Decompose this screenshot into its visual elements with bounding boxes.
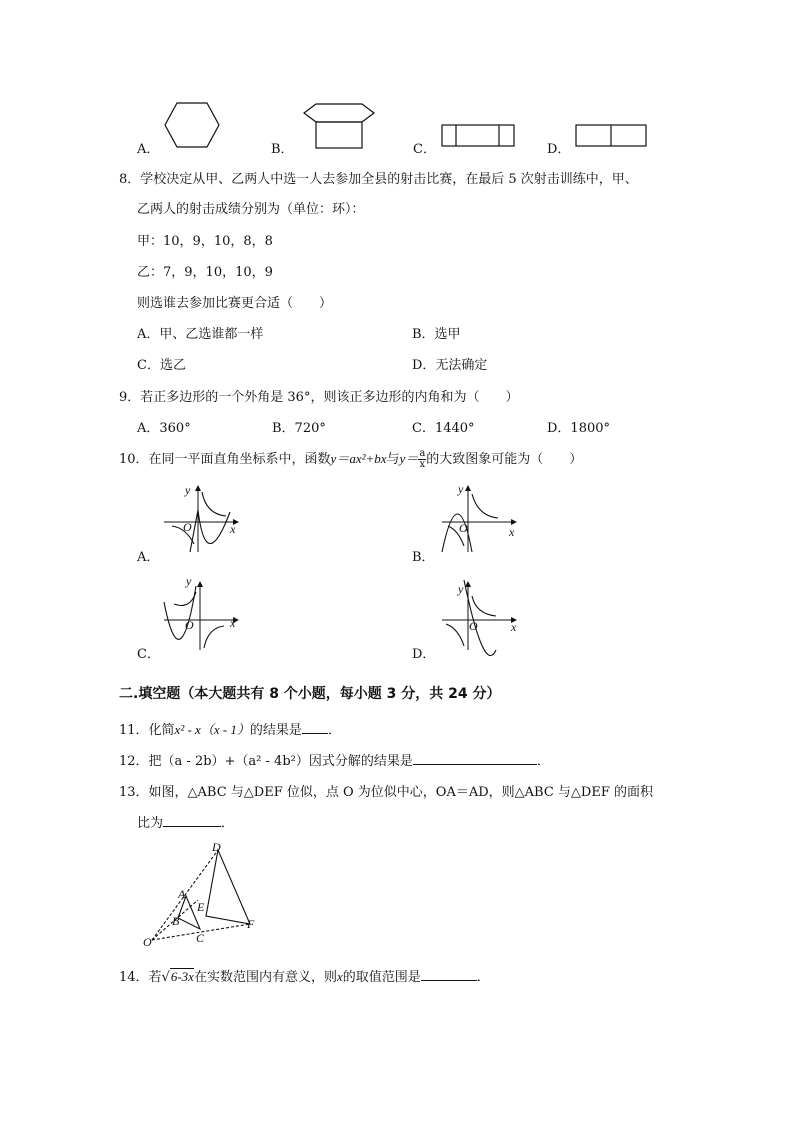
q13-similar-triangles-figure [140,840,270,950]
q11-prefix: 11．化简 [119,723,175,738]
q10-d-axis-y: y [458,582,464,596]
q10-func2-lhs: y＝ [399,451,419,466]
section-2-heading: 二.填空题（本大题共有 8 个小题，每小题 3 分，共 24 分） [119,686,501,702]
q11 [119,719,341,738]
q10-b-origin: O [459,521,468,535]
q10-a-origin: O [183,520,192,534]
q13-line2 [137,812,234,831]
q12-prefix: 12．把（a - 2b）+（a² - 4b²）因式分解的结果是 [119,754,413,769]
q8-stem-line2: 乙两人的射击成绩分别为（单位：环）： [137,202,365,217]
q10-option-c-graph [160,576,250,656]
q10-option-b-label: B． [412,550,435,565]
q13-label-a: A [178,887,186,901]
q10-a-axis-y: y [185,483,191,497]
q14 [119,966,490,985]
q11-suffix: 的结果是 [249,723,302,738]
q10-option-d-label: D． [412,647,436,662]
q8-option-a: A．甲、乙选谁都一样 [137,327,264,342]
q9-option-d: D．1800° [547,421,611,436]
q10-c-origin: O [185,618,194,632]
q12 [119,750,550,769]
q13-answer-blank[interactable] [163,814,221,827]
q10-c-axis-y: y [186,574,192,588]
q9-option-c: C．1440° [412,421,475,436]
q11-answer-blank[interactable] [302,721,328,734]
q8-option-b: B．选甲 [412,327,461,342]
q14-sqrt-sign: √ [161,970,170,985]
q11-end: ． [327,723,341,738]
q13-label-d: D [212,840,221,854]
q10-option-c-label: C． [137,647,160,662]
q10-c-axis-x: x [230,616,236,630]
q7-option-a-hexagon-figure [163,101,221,151]
q8-yi-scores: 乙：7，9，10，10，9 [137,265,273,280]
q7-option-c-label: C． [413,142,436,157]
q14-radicand: 6-3x [170,969,194,984]
q10-func1: y＝ax²+bx [330,451,387,466]
q10-func2-numerator: a [419,448,426,459]
q14-end: ． [476,970,490,985]
q7-option-d-net-figure [575,124,649,148]
q10-prefix: 10．在同一平面直角坐标系中，函数 [119,452,331,467]
q13-line2-prefix: 比为 [137,816,164,831]
q10-d-origin: O [469,619,478,633]
q12-answer-blank[interactable] [413,752,537,765]
q8-jia-scores: 甲：10，9，10，8，8 [137,234,273,249]
q13-label-f: F [247,917,255,931]
q7-option-a-label: A． [137,142,160,157]
q14-prefix: 14．若 [119,970,162,985]
q10-d-axis-x: x [511,620,517,634]
q10-option-a-label: A． [137,550,160,565]
q13-end: ． [221,816,235,831]
q12-end: ． [536,754,550,769]
q14-mid: 在实数范围内有意义，则 [193,970,337,985]
q8-stem-line1: 8．学校决定从甲、乙两人中选一人去参加全县的射击比赛，在最后 5 次射击训练中，甲、 [119,172,638,187]
q14-suffix: 的取值范围是 [342,970,421,985]
q14-variable: x [336,969,343,984]
q11-expression: x² - x（x - 1） [174,722,250,737]
q8-option-d: D．无法确定 [412,358,488,373]
q13-label-e: E [197,900,205,914]
q10-func2-denominator: x [419,459,426,470]
q8-question: 则选谁去参加比赛更合适（ ） [137,296,333,311]
q10-mid: 与 [386,452,400,467]
q13-label-c: C [196,931,205,945]
q9-stem: 9．若正多边形的一个外角是 36°，则该正多边形的内角和为（ ） [119,390,519,405]
q14-answer-blank[interactable] [421,968,477,981]
q7-option-b-net-figure [300,103,380,153]
q7-option-b-label: B． [271,142,294,157]
q13-label-o: O [143,935,152,949]
q10-stem [119,448,582,470]
q13-line1: 13．如图，△ABC 与△DEF 位似，点 O 为位似中心，OA＝AD，则△ABC 与△DEF 的面积 [119,785,653,800]
q13-label-b: B [172,914,180,928]
q10-option-b-graph [438,480,528,560]
q10-option-a-graph [160,480,250,560]
q8-option-c: C．选乙 [137,358,186,373]
q7-option-d-label: D． [547,142,571,157]
q10-option-d-graph [438,576,528,656]
q9-option-a: A．360° [137,421,191,436]
q10-b-axis-x: x [509,525,515,539]
q7-option-c-net-figure [441,124,517,148]
q10-a-axis-x: x [230,522,236,536]
q9-option-b: B．720° [272,421,326,436]
q10-suffix: 的大致图象可能为（ ） [426,452,583,467]
q10-b-axis-y: y [458,482,464,496]
